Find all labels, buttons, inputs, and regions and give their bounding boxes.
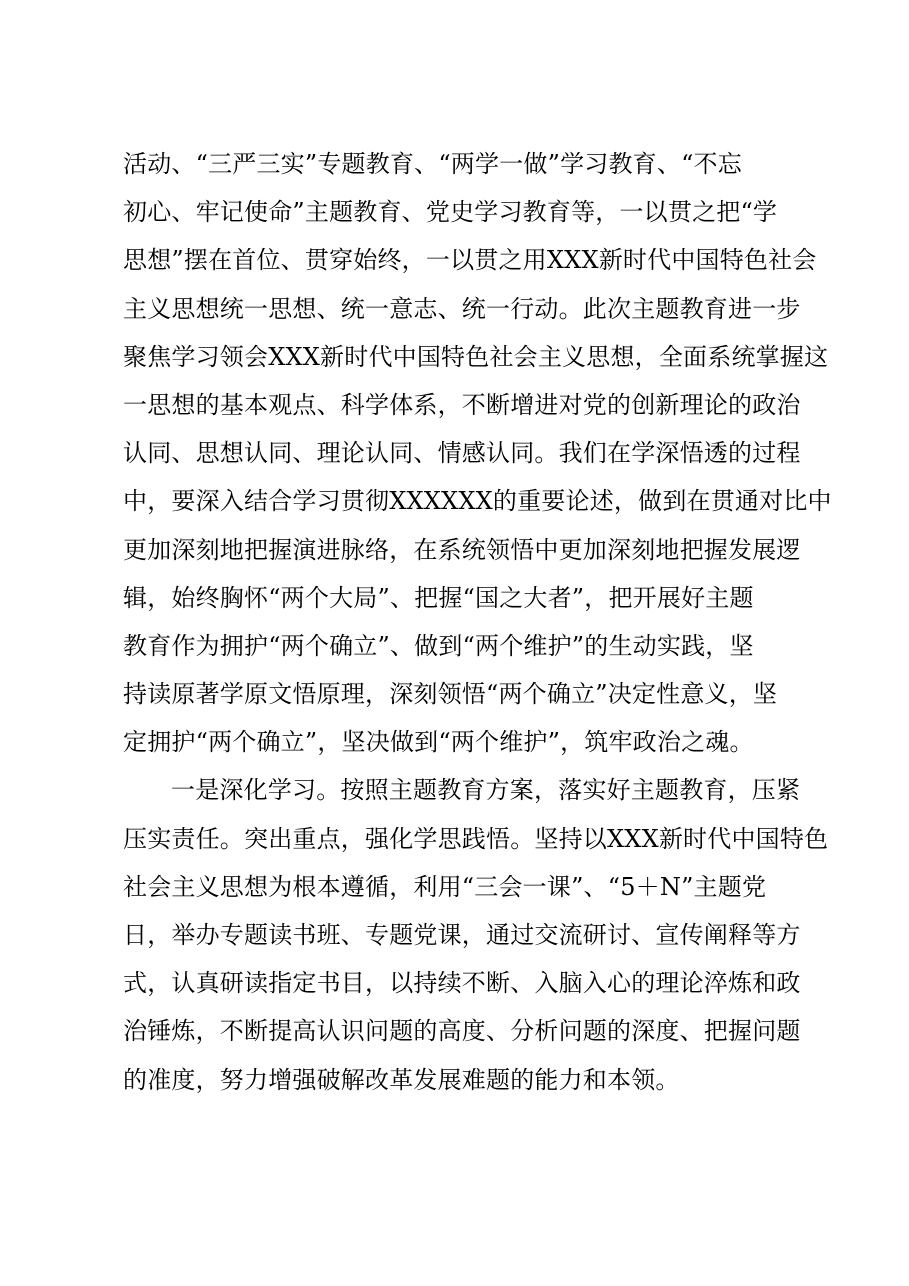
text-line: 主义思想统一思想、统一意志、统一行动。此次主题教育进一步 <box>123 294 801 323</box>
text-line: 中，要深入结合学习贯彻XXXXXX的重要论述，做到在贯通对比中 <box>123 487 832 516</box>
text-line: 压实责任。突出重点，强化学思践悟。坚持以XXX新时代中国特色 <box>123 824 829 853</box>
text-line: 辑，始终胸怀“两个大局”、把握“国之大者”，把开展好主题 <box>123 583 754 612</box>
text-line: 更加深刻地把握演进脉络，在系统领悟中更加深刻地把握发展逻 <box>123 535 801 564</box>
text-line: 式，认真研读指定书目，以持续不断、入脑入心的理论淬炼和政 <box>123 969 801 998</box>
text-line: 的准度，努力增强破解改革发展难题的能力和本领。 <box>123 1065 680 1094</box>
text-line: 活动、“三严三实”专题教育、“两学一做”学习教育、“不忘 <box>123 150 742 178</box>
text-line: 持读原著学原文悟原理，深刻领悟“两个确立”决定性意义，坚 <box>123 680 778 709</box>
text-line: 定拥护“两个确立”，坚决做到“两个维护”，筑牢政治之魂。 <box>123 728 754 757</box>
text-line: 思想”摆在首位、贯穿始终，一以贯之用XXX新时代中国特色社会 <box>123 246 817 275</box>
text-line: 认同、思想认同、理论认同、情感认同。我们在学深悟透的过程 <box>123 439 801 468</box>
text-line: 一思想的基本观点、科学体系，不断增进对党的创新理论的政治 <box>123 390 801 419</box>
body-text <box>123 140 832 1104</box>
text-line: 聚焦学习领会XXX新时代中国特色社会主义思想，全面系统掌握这 <box>123 342 829 371</box>
text-line: 教育作为拥护“两个确立”、做到“两个维护”的生动实践，坚 <box>123 631 754 660</box>
paragraph-first-line: 一是深化学习。按照主题教育方案，落实好主题教育，压紧 <box>171 776 801 805</box>
text-line: 社会主义思想为根本遵循，利用“三会一课”、“5＋N”主题党 <box>123 872 767 901</box>
text-line: 治锤炼，不断提高认识问题的高度、分析问题的深度、把握问题 <box>123 1017 801 1046</box>
text-line: 日，举办专题读书班、专题党课，通过交流研讨、宣传阐释等方 <box>123 921 801 949</box>
text-line: 初心、牢记使命”主题教育、党史学习教育等，一以贯之把“学 <box>123 198 778 227</box>
